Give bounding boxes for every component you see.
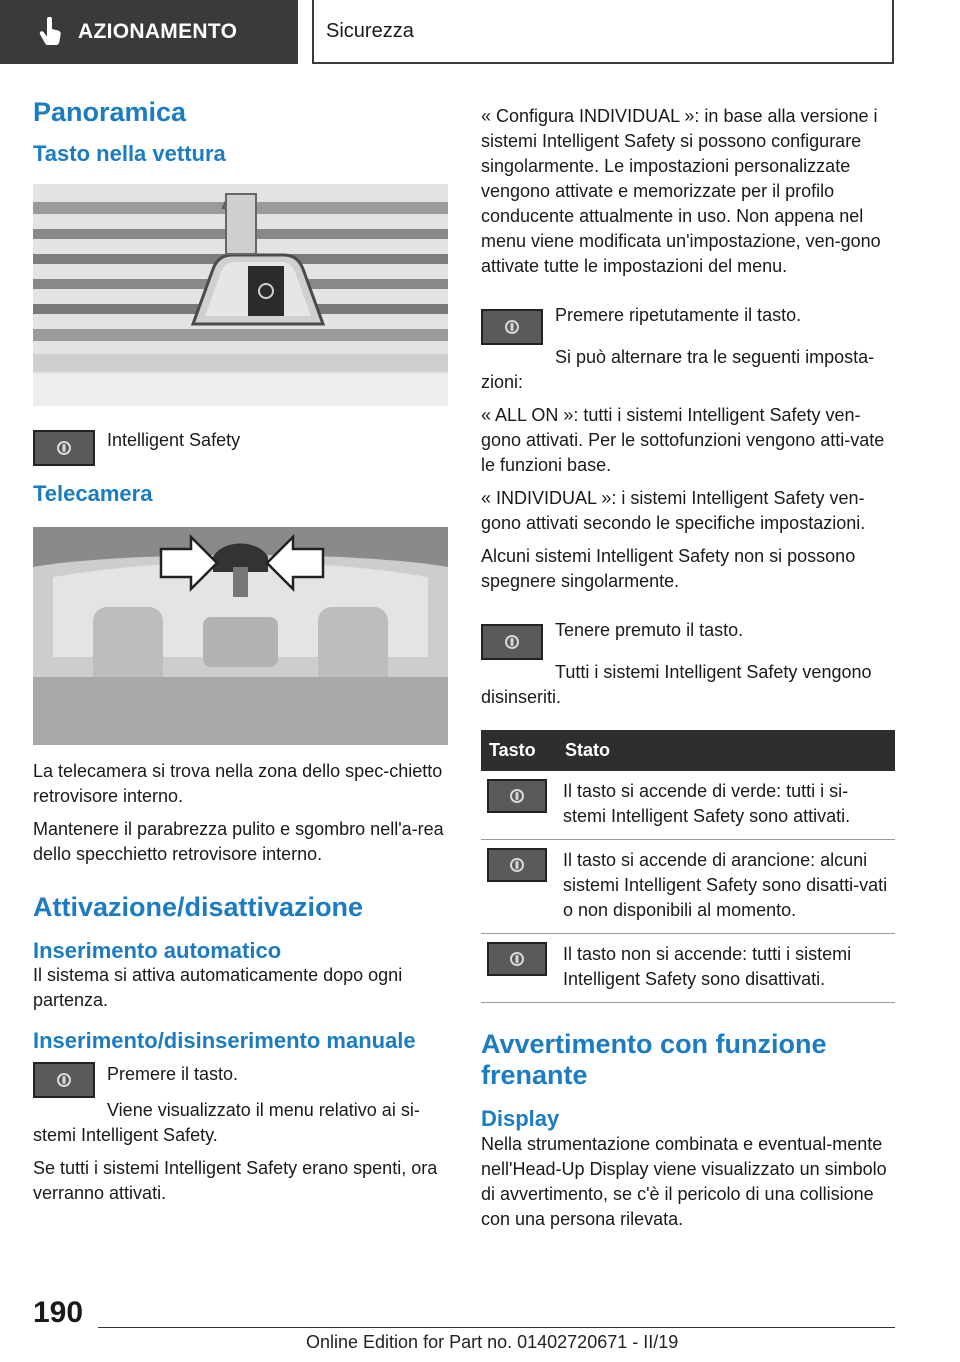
status-table — [481, 730, 895, 1003]
button-in-car-photo — [33, 184, 448, 406]
heading-attivazione: Attivazione/disattivazione — [33, 891, 364, 922]
text-alternare: Si può alternare tra le seguenti imposta-zioni: — [481, 347, 875, 392]
text-individual: « INDIVIDUAL »: i sistemi Intelligent Safety ven-gono attivati secondo le specifiche impostazioni. — [481, 488, 866, 533]
page-number: 190 — [33, 1296, 84, 1329]
right-column — [481, 104, 895, 1240]
text-telecamera-1: La telecamera si trova nella zona dello spec-chietto retrovisore interno. — [33, 760, 443, 806]
ripetutamente-button-row — [481, 303, 895, 345]
footer-divider — [98, 1327, 895, 1328]
table-stato-cell: Il tasto non si accende: tutti i sistemi Intelligent Safety sono disattivati. — [557, 934, 895, 1003]
intelligent-safety-button-icon[interactable] — [33, 430, 95, 466]
text-spenti: Se tutti i sistemi Intelligent Safety erano spenti, ora verranno attivati. — [33, 1157, 438, 1203]
chapter-title: AZIONAMENTO — [78, 20, 238, 43]
text-automatico: Il sistema si attiva automaticamente dopo ogni partenza. — [33, 965, 403, 1011]
heading-inserimento-automatico: Inserimento automatico — [33, 937, 282, 963]
table-button-cell — [481, 934, 557, 1003]
table-row — [481, 771, 895, 840]
section-tab[interactable] — [312, 0, 894, 64]
text-menu: Viene visualizzato il menu relativo ai si-stemi Intelligent Safety. — [33, 1099, 420, 1145]
table-header — [481, 730, 895, 771]
table-stato-cell: Il tasto si accende di verde: tutti i si-stemi Intelligent Safety sono attivati. — [557, 771, 895, 840]
text-telecamera-2: Mantenere il parabrezza pulito e sgombro nell'a-rea dello specchietto retrovisore interno. — [33, 818, 444, 864]
button-caption: Intelligent Safety — [107, 430, 241, 451]
table-stato-cell: Il tasto si accende di arancione: alcuni sistemi Intelligent Safety sono disatti-vati o non disponibili al momento. — [557, 840, 895, 934]
text-allon: « ALL ON »: tutti i sistemi Intelligent Safety ven-gono attivati. Per le sottofunzioni vengono atti-vate le funzioni base. — [481, 405, 885, 475]
heading-display: Display — [481, 1106, 560, 1131]
heading-avvertimento: Avvertimento con funzione frenante — [481, 1029, 827, 1090]
table-row — [481, 840, 895, 934]
heading-inserimento-manuale: Inserimento/disinserimento manuale — [33, 1028, 416, 1054]
table-row — [481, 934, 895, 1003]
heading-panoramica: Panoramica — [33, 97, 187, 127]
table-button-cell — [481, 840, 557, 934]
heading-telecamera: Telecamera — [33, 481, 153, 507]
intelligent-safety-button-icon — [487, 942, 547, 976]
intelligent-safety-button-icon — [487, 779, 547, 813]
footer-edition: Online Edition for Part no. 01402720671 - II/19 — [306, 1332, 679, 1352]
section-title: Sicurezza — [326, 19, 414, 42]
col-stato: Stato — [557, 730, 895, 771]
text-configura: « Configura INDIVIDUAL »: in base alla versione i sistemi Intelligent Safety si possono configurare singolarmente. Le impostazioni personalizzate vengono attivate e memorizzate per il profilo conducente attualmente in uso. Non appena nel menu viene modificata un'impostazione, ven-gono attivate tutte le impostazioni del menu. — [481, 106, 881, 276]
intelligent-safety-button-icon[interactable] — [481, 309, 543, 345]
intelligent-safety-button-icon[interactable] — [481, 624, 543, 660]
intelligent-safety-button-icon — [487, 848, 547, 882]
col-tasto: Tasto — [481, 730, 557, 771]
intelligent-safety-button-icon[interactable] — [33, 1062, 95, 1098]
text-display: Nella strumentazione combinata e eventual-mente nell'Head-Up Display viene visualizzato un simbolo di avvertimento, se c'è il pericolo di una collisione con una persona rilevata. — [481, 1133, 887, 1229]
chapter-tab[interactable] — [0, 0, 298, 64]
text-premere: Premere il tasto. — [107, 1063, 239, 1084]
pointing-hand-icon — [36, 15, 66, 49]
text-tenere: Tenere premuto il tasto. — [555, 620, 744, 640]
text-disinseriti: Tutti i sistemi Intelligent Safety vengono disinseriti. — [481, 662, 872, 707]
premere-button-row — [33, 1062, 448, 1098]
text-alcuni: Alcuni sistemi Intelligent Safety non si possono spegnere singolarmente. — [481, 546, 856, 591]
camera-location-photo — [33, 527, 448, 745]
heading-tasto-vettura: Tasto nella vettura — [33, 140, 226, 166]
tenere-button-row — [481, 618, 895, 660]
table-button-cell — [481, 771, 557, 840]
intelligent-safety-button-row — [33, 430, 448, 466]
left-column — [33, 96, 448, 1214]
text-ripetutamente: Premere ripetutamente il tasto. — [555, 305, 802, 325]
